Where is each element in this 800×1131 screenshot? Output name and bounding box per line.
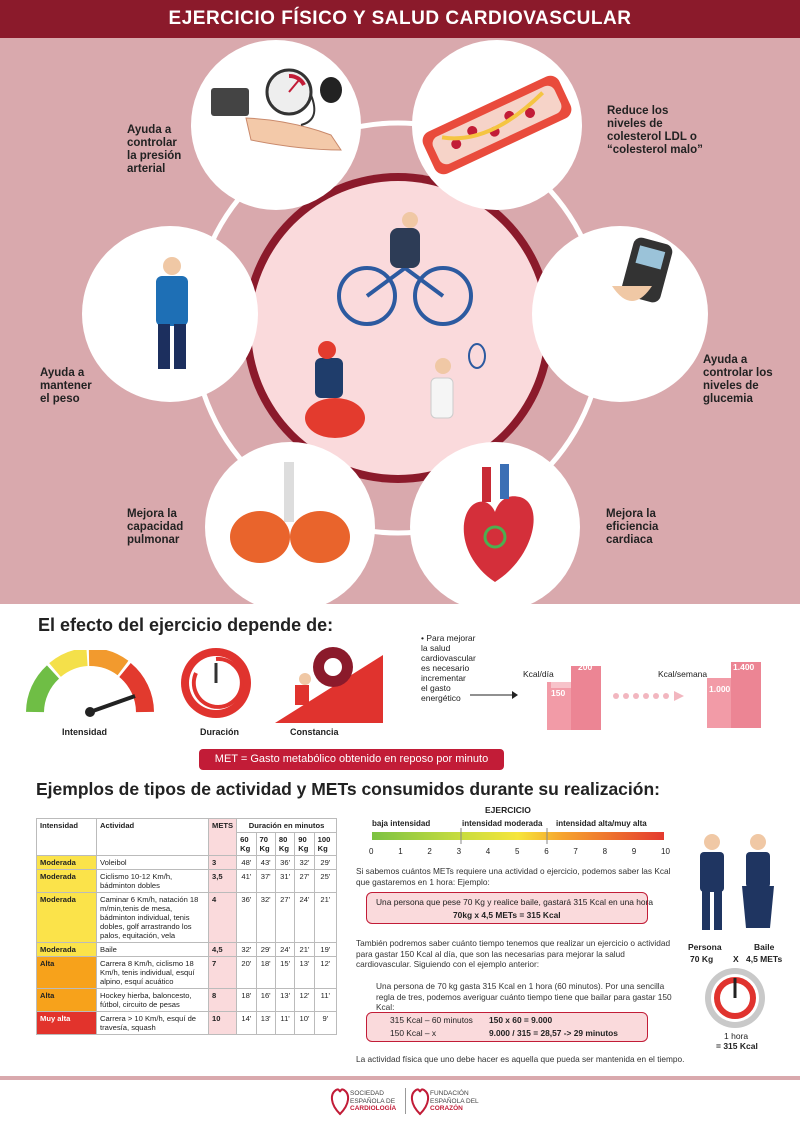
scale-tick: 9 xyxy=(631,847,637,856)
col-intensity: Intensidad xyxy=(37,819,97,856)
kcal-day-200: 200 xyxy=(578,662,593,672)
duration-clock-icon xyxy=(178,645,258,725)
activity-cell: Carrera > 10 Km/h, esquí de travesía, squash xyxy=(97,1012,209,1035)
intensity-scale xyxy=(368,828,668,848)
activity-cell: Baile xyxy=(97,943,209,957)
minutes-cell: 13' xyxy=(275,989,294,1012)
scale-tick: 1 xyxy=(398,847,403,856)
minutes-cell: 14' xyxy=(237,1012,256,1035)
minutes-cell: 21' xyxy=(295,943,314,957)
hour-label: 1 hora xyxy=(724,1031,749,1041)
hour-clock-icon xyxy=(703,966,767,1030)
scale-mid-label: intensidad moderada xyxy=(462,819,543,828)
weight-70: 70 Kg xyxy=(256,833,275,856)
glucometer-icon xyxy=(532,226,708,402)
minutes-cell: 32' xyxy=(295,856,314,870)
benefit-heart: Mejora la eficiencia cardiaca xyxy=(606,508,659,546)
minutes-cell: 11' xyxy=(314,989,336,1012)
activity-cell: Voleibol xyxy=(97,856,209,870)
kcal-week-1000: 1.000 xyxy=(709,684,731,694)
factor-duration: Duración xyxy=(200,727,240,737)
scale-title: EJERCICIO xyxy=(485,805,531,815)
intensity-cell: Moderada xyxy=(37,870,97,893)
minutes-cell: 29' xyxy=(256,943,275,957)
box2-b1: 150 Kcal – x xyxy=(390,1028,437,1038)
dotted-arrow-icon xyxy=(612,690,692,702)
intensity-cell: Alta xyxy=(37,957,97,989)
minutes-cell: 43' xyxy=(256,856,275,870)
minutes-cell: 16' xyxy=(256,989,275,1012)
weight-60: 60 Kg xyxy=(237,833,256,856)
minutes-cell: 24' xyxy=(295,893,314,943)
intensity-cell: Moderada xyxy=(37,856,97,870)
glucose-circle xyxy=(532,226,708,402)
mets-cell: 4 xyxy=(209,893,237,943)
person-weight: 70 Kg xyxy=(690,954,714,964)
scale-tick: 2 xyxy=(427,847,432,856)
weight-90: 90 Kg xyxy=(295,833,314,856)
factor-constancy: Constancia xyxy=(290,727,339,737)
box2-b2: 9.000 / 315 = 28,57 -> 29 minutos xyxy=(489,1028,618,1038)
kcal-day-150: 150 xyxy=(551,688,566,698)
minutes-cell: 24' xyxy=(275,943,294,957)
constancy-gear-icon xyxy=(275,635,385,725)
footer-divider xyxy=(0,1076,800,1080)
kcal-day-label: Kcal/día xyxy=(523,669,554,679)
scale-high-label: intensidad alta/muy alta xyxy=(556,819,647,828)
page-title: EJERCICIO FÍSICO Y SALUD CARDIOVASCULAR xyxy=(0,0,800,38)
minutes-cell: 32' xyxy=(237,943,256,957)
scale-tick: 5 xyxy=(515,847,520,856)
energy-note: • Para mejorar la salud cardiovascular es necesario incrementar el gasto energético xyxy=(421,633,476,703)
scale-tick: 3 xyxy=(456,847,462,856)
scale-tick: 7 xyxy=(573,847,578,856)
sec-logo-icon xyxy=(330,1086,350,1116)
minutes-cell: 13' xyxy=(295,957,314,989)
minutes-cell: 19' xyxy=(314,943,336,957)
minutes-cell: 20' xyxy=(237,957,256,989)
minutes-cell: 25' xyxy=(314,870,336,893)
activity-cell: Ciclismo 10-12 Km/h, bádminton dobles xyxy=(97,870,209,893)
fec-logo-text: FUNDACIÓN ESPAÑOLA DEL CORAZÓN xyxy=(430,1090,479,1112)
scale-tick: 6 xyxy=(544,847,549,856)
mets-cell: 4,5 xyxy=(209,943,237,957)
dancers-illustration xyxy=(680,828,790,938)
kcal-week-label: Kcal/semana xyxy=(658,669,708,679)
mets-cell: 3 xyxy=(209,856,237,870)
dance-label: Baile xyxy=(754,942,775,952)
minutes-cell: 12' xyxy=(314,957,336,989)
met-definition: MET = Gasto metabólico obtenido en reposo por minuto xyxy=(199,749,504,770)
minutes-cell: 18' xyxy=(256,957,275,989)
weight-80: 80 Kg xyxy=(275,833,294,856)
artery-icon xyxy=(412,40,582,210)
intensity-cell: Moderada xyxy=(37,893,97,943)
minutes-cell: 36' xyxy=(275,856,294,870)
benefit-cholesterol: Reduce los niveles de colesterol LDL o “colesterol malo” xyxy=(607,105,703,156)
minutes-cell: 11' xyxy=(275,1012,294,1035)
benefit-lungs: Mejora la capacidad pulmonar xyxy=(127,508,184,546)
minutes-cell: 13' xyxy=(256,1012,275,1035)
mets-cell: 7 xyxy=(209,957,237,989)
minutes-cell: 21' xyxy=(314,893,336,943)
minutes-cell: 10' xyxy=(295,1012,314,1035)
minutes-cell: 48' xyxy=(237,856,256,870)
benefit-blood-pressure: Ayuda a controlar la presión arterial xyxy=(127,124,182,175)
table-row xyxy=(37,893,337,943)
weight-100: 100 Kg xyxy=(314,833,336,856)
intensity-cell: Muy alta xyxy=(37,1012,97,1035)
minutes-cell: 18' xyxy=(237,989,256,1012)
dance-mets: 4,5 METs xyxy=(746,954,783,964)
scale-tick: 4 xyxy=(485,847,491,856)
sec-logo-text: SOCIEDAD ESPAÑOLA DE CARDIOLOGÍA xyxy=(350,1090,397,1112)
mets-cell: 8 xyxy=(209,989,237,1012)
minutes-cell: 29' xyxy=(314,856,336,870)
met-table xyxy=(36,818,337,1035)
minutes-cell: 31' xyxy=(275,870,294,893)
scale-tick: 10 xyxy=(661,847,670,856)
table-row xyxy=(37,1012,337,1035)
benefit-glucose: Ayuda a controlar los niveles de glucemia xyxy=(703,354,773,405)
minutes-cell: 12' xyxy=(295,989,314,1012)
minutes-cell: 37' xyxy=(256,870,275,893)
scale-tick: 8 xyxy=(602,847,608,856)
benefit-weight: Ayuda a mantener el peso xyxy=(40,367,92,405)
table-row xyxy=(37,870,337,893)
scale-low-label: baja intensidad xyxy=(372,819,431,828)
col-mets: METS xyxy=(209,819,237,856)
intensity-gauge-icon xyxy=(25,650,155,720)
person-label: Persona xyxy=(688,942,722,952)
exercise-illustration xyxy=(255,188,545,478)
fec-logo-icon xyxy=(410,1086,430,1116)
activity-cell: Carrera 8 Km/h, ciclismo 18 Km/h, tenis individual, esquí alpino, esquí acuático xyxy=(97,957,209,989)
hour-result: = 315 Kcal xyxy=(716,1041,758,1051)
minutes-cell: 9' xyxy=(314,1012,336,1035)
man-standing-icon xyxy=(82,226,258,402)
minutes-cell: 27' xyxy=(295,870,314,893)
blood-pressure-circle xyxy=(191,40,361,210)
explanation-p1: Si sabemos cuántos METs requiere una actividad o ejercicio, podemos saber las Kcal que gastaremos en 1 hora: Ejemplo: xyxy=(356,866,671,887)
explanation-p3: Una persona de 70 kg gasta 315 Kcal en 1 hora (60 minutos). Por una sencilla regla de tres, podemos averiguar cuánto tiempo tiene que bailar para gastar 150 Kcal: xyxy=(376,981,672,1012)
weight-circle xyxy=(82,226,258,402)
table-row xyxy=(37,943,337,957)
intensity-cell: Moderada xyxy=(37,943,97,957)
minutes-cell: 41' xyxy=(237,870,256,893)
minutes-cell: 27' xyxy=(275,893,294,943)
minutes-cell: 15' xyxy=(275,957,294,989)
blood-pressure-icon xyxy=(191,40,361,210)
met-table-body xyxy=(37,856,337,1035)
box1-line1: Una persona que pese 70 Kg y realice baile, gastará 315 Kcal en una hora xyxy=(376,897,654,907)
mets-cell: 3,5 xyxy=(209,870,237,893)
intensity-cell: Alta xyxy=(37,989,97,1012)
effect-title: El efecto del ejercicio depende de: xyxy=(38,615,334,635)
explanation-p4: La actividad física que uno debe hacer es aquella que pueda ser mantenida en el tiempo. xyxy=(356,1054,685,1064)
box2-a1: 315 Kcal – 60 minutos xyxy=(390,1015,473,1025)
minutes-cell: 36' xyxy=(237,893,256,943)
table-row xyxy=(37,989,337,1012)
col-duration: Duración en minutos xyxy=(237,819,337,833)
minutes-cell: 32' xyxy=(256,893,275,943)
cholesterol-circle xyxy=(412,40,582,210)
explanation-p2: También podremos saber cuánto tiempo tenemos que realizar un ejercicio o actividad para gastar 150 Kcal al día, que son las necesarias para mejorar la salud cardiovascular. Siguiendo con el ejemplo anterior: xyxy=(356,938,671,969)
box2-a2: 150 x 60 = 9.000 xyxy=(489,1015,553,1025)
activity-cell: Hockey hierba, baloncesto, fútbol, circuito de pesas xyxy=(97,989,209,1012)
mets-cell: 10 xyxy=(209,1012,237,1035)
multiply-sign: X xyxy=(733,954,739,964)
factor-intensity: Intensidad xyxy=(62,727,108,737)
table-row xyxy=(37,856,337,870)
col-activity: Actividad xyxy=(97,819,209,856)
benefits-panel xyxy=(0,38,800,604)
logo-divider xyxy=(405,1088,406,1114)
scale-tick: 0 xyxy=(369,847,374,856)
box1-line2: 70kg x 4,5 METs = 315 Kcal xyxy=(453,910,561,920)
examples-title: Ejemplos de tipos de actividad y METs consumidos durante su realización: xyxy=(36,779,660,799)
arrow-icon xyxy=(470,690,520,700)
table-row xyxy=(37,957,337,989)
activity-cell: Caminar 6 Km/h, natación 18 m/min,tenis de mesa, bádminton individual, tenis dobles, golf arrastrando los palos, equitación, vela xyxy=(97,893,209,943)
kcal-week-1400: 1.400 xyxy=(733,662,755,672)
